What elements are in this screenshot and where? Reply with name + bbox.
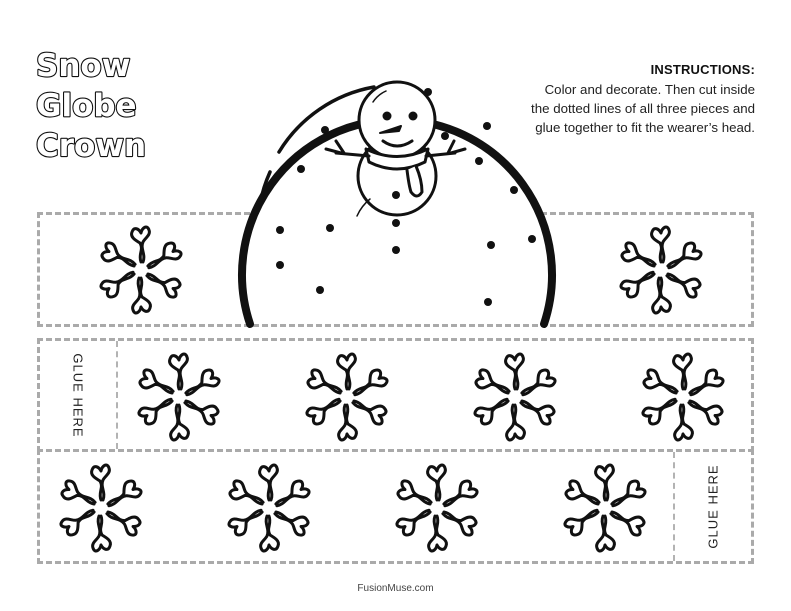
snowflake-icon	[384, 455, 490, 561]
snowflake-icon	[88, 217, 194, 323]
snow-globe-icon	[236, 54, 558, 330]
snowflake-icon	[216, 455, 322, 561]
snowflake-icon	[294, 344, 400, 450]
page-title	[34, 46, 174, 166]
instructions-heading: INSTRUCTIONS:	[650, 62, 755, 77]
title-line-3: Crown	[36, 128, 147, 164]
snowflake-icon	[462, 344, 568, 450]
glue-tab-right	[673, 452, 751, 561]
instructions-body: Color and decorate. Then cut inside the dotted lines of all three pieces and glue together to fit the wearer’s head.	[531, 82, 755, 135]
title-line-1: Snow	[36, 48, 131, 84]
glue-label: GLUE HERE	[705, 464, 721, 549]
snowflake-icon	[552, 455, 658, 561]
snowflake-icon	[630, 344, 736, 450]
title-line-2: Globe	[36, 88, 137, 124]
footer-credit: FusionMuse.com	[357, 583, 434, 594]
instructions-block	[525, 62, 755, 137]
glue-tab-left	[40, 341, 118, 449]
snowflake-icon	[48, 455, 154, 561]
snowflake-icon	[608, 217, 714, 323]
glue-label: GLUE HERE	[70, 352, 86, 438]
snowflake-icon	[126, 344, 232, 450]
